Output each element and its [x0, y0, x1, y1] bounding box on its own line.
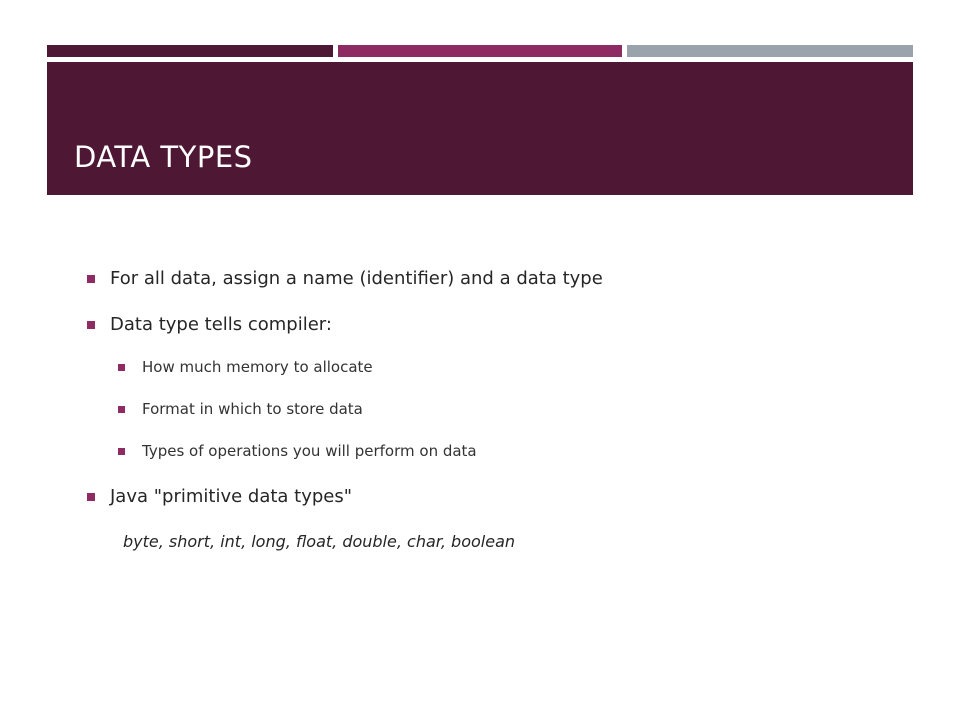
slide-title: DATA TYPES	[74, 140, 253, 174]
bullet-text: For all data, assign a name (identifier) and a data type	[110, 268, 603, 289]
square-bullet-icon	[118, 406, 125, 413]
sub-bullet-text: Types of operations you will perform on data	[142, 442, 477, 460]
sub-bullet-item	[118, 358, 373, 376]
square-bullet-icon	[87, 493, 95, 501]
bullet-text: Data type tells compiler:	[110, 314, 332, 335]
square-bullet-icon	[87, 321, 95, 329]
square-bullet-icon	[118, 364, 125, 371]
bullet-item	[87, 314, 332, 335]
sub-bullet-item	[118, 400, 363, 418]
bullet-item	[87, 486, 352, 507]
sub-bullet-item	[118, 442, 477, 460]
sub-bullet-text: How much memory to allocate	[142, 358, 373, 376]
primitive-types-list: byte, short, int, long, float, double, char, boolean	[123, 532, 516, 551]
bullet-text: Java "primitive data types"	[110, 486, 353, 507]
square-bullet-icon	[87, 275, 95, 283]
bullet-item	[87, 268, 603, 289]
square-bullet-icon	[118, 448, 125, 455]
sub-bullet-text: Format in which to store data	[142, 400, 363, 418]
